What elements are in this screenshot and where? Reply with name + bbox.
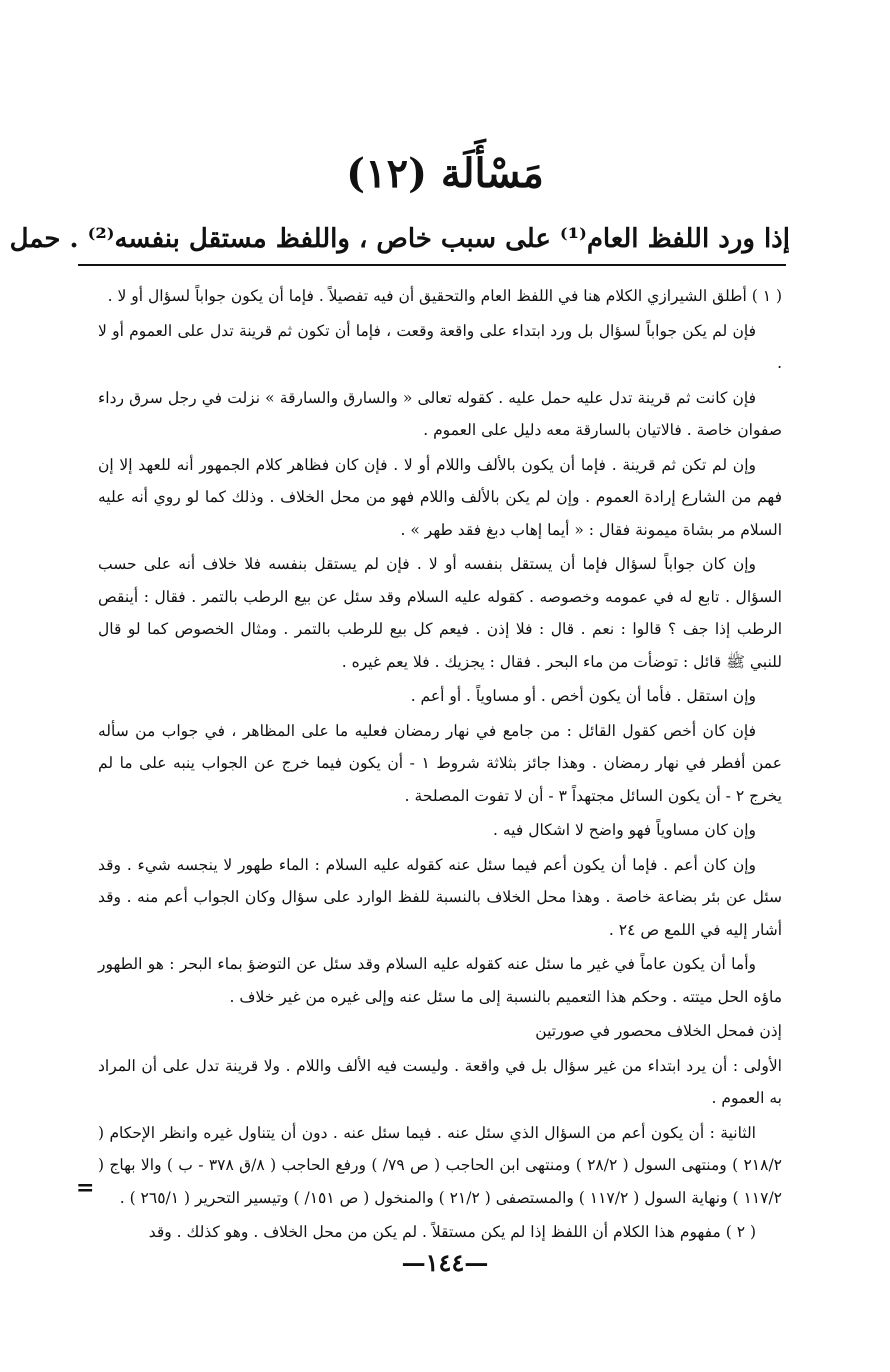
footnote-paragraph: فإن لم يكن جواباً لسؤال بل ورد ابتداء على واقعة وقعت ، فإما أن تكون ثم قرينة تدل على العموم أو لا . bbox=[98, 321, 782, 372]
footnote-divider bbox=[78, 264, 786, 266]
continuation-mark: = bbox=[76, 1175, 95, 1201]
footnote-paragraph: وأما أن يكون عاماً في غير ما سئل عنه كقوله عليه السلام وقد سئل عن التوضؤ بماء البحر : هو الطهور ماؤه الحل ميتته . وحكم هذا التعميم بالنسبة إلى ما سئل عنه وإلى غيره من غير خلاف . bbox=[98, 955, 782, 1006]
page-number: —١٤٤— bbox=[401, 1248, 489, 1277]
footnotes bbox=[98, 280, 782, 1251]
footnote-paragraph: فإن كان أخص كقول القائل : من جامع في نهار رمضان فعليه ما على المظاهر ، في جواب من سأله عمن أفطر في نهار رمضان . وهذا جائز بثلاثة شروط ١ - أن يكون فيما خرج عن الجواب ينبه على ما لم يخرج ٢ - أن يكون السائل مجتهداً ٣ - أن لا تفوت المصلحة . bbox=[98, 721, 782, 805]
footnote-paragraph: الثانية : أن يكون أعم من السؤال الذي سئل عنه . فيما سئل عنه . دون أن يتناول غيره وانظر الإحكام ( ٢١٨/٢ ) ومنتهى السول ( ٢٨/٢ ) ومنتهى ابن الحاجب ( ص ٧٩/ ) ورفع الحاجب ( ٨/ق ٣٧٨ - ب ) والا بهاج ( ١١٧/٢ ) ونهاية السول ( ١١٧/٢ ) والمستصفى ( ٢١/٢ ) والمنخول ( ص ١٥١/ ) وتيسير التحرير ( ٢٦٥/١ ) . bbox=[98, 1123, 783, 1207]
footnote-paragraph: وإن كان جواباً لسؤال فإما أن يستقل بنفسه أو لا . فإن لم يستقل بنفسه فلا خلاف أنه على حسب السؤال . تابع له في عمومه وخصوصه . كقوله عليه السلام وقد سئل عن بيع الرطب بالتمر . فقال : أينقص الرطب إذا جف ؟ قالوا : نعم . قال : فلا إذن . فيعم كل بيع للرطب بالتمر . ومثال الخصوص كما لو قال للنبي ﷺ قائل : توضأت من ماء البحر . فقال : يجزيك . فلا يعم غيره . bbox=[98, 555, 782, 671]
footnote-paragraph: وإن كان أعم . فإما أن يكون أعم فيما سئل عنه كقوله عليه السلام : الماء طهور لا ينجسه شيء . وقد سئل عن بئر بضاعة خاصة . وهذا محل الخلاف بالنسبة للفظ الوارد على سؤال وكان الجواب أعم منه . وقد أشار إليه في اللمع ص ٢٤ . bbox=[98, 855, 782, 939]
main-text-line: إذا ورد اللفظ العام⁽¹⁾ على سبب خاص ، واللفظ مستقل بنفسه⁽²⁾ . حمل bbox=[9, 224, 790, 254]
footnote-paragraph: ( ٢ ) مفهوم هذا الكلام أن اللفظ إذا لم يكن مستقلاً . لم يكن من محل الخلاف . وهو كذلك . وقد bbox=[148, 1223, 756, 1241]
section-title: مَسْأَلَة (١٢) bbox=[346, 150, 544, 197]
footnote-paragraph: وإن لم تكن ثم قرينة . فإما أن يكون بالألف واللام أو لا . فإن كان فظاهر كلام الجمهور أنه للعهد إلا إن فهم من الشارع إرادة العموم . وإن لم يكن بالألف واللام فهو من محل الخلاف . وذلك كما لو روي أنه عليه السلام مر بشاة ميمونة فقال : « أيما إهاب دبغ فقد طهر » . bbox=[98, 455, 782, 539]
footnote-paragraph: وإن كان مساوياً فهو واضح لا اشكال فيه . bbox=[493, 821, 756, 839]
footnote-paragraph: الأولى : أن يرد ابتداء من غير سؤال بل في واقعة . وليست فيه الألف واللام . ولا قرينة تدل على أن المراد به العموم . bbox=[98, 1056, 782, 1107]
footnote-paragraph: فإن كانت ثم قرينة تدل عليه حمل عليه . كقوله تعالى « والسارق والسارقة » نزلت في رجل سرق رداء صفوان خاصة . فالاتيان بالسارقة معه دليل على العموم . bbox=[98, 388, 782, 439]
footnote-paragraph: وإن استقل . فأما أن يكون أخص . أو مساوياً . أو أعم . bbox=[410, 687, 756, 705]
footnote-paragraph: إذن فمحل الخلاف محصور في صورتين bbox=[535, 1022, 782, 1040]
footnote-paragraph: ( ١ ) أطلق الشيرازي الكلام هنا في اللفظ العام والتحقيق أن فيه تفصيلاً . فإما أن يكون جواباً لسؤال أو لا . bbox=[107, 287, 782, 305]
